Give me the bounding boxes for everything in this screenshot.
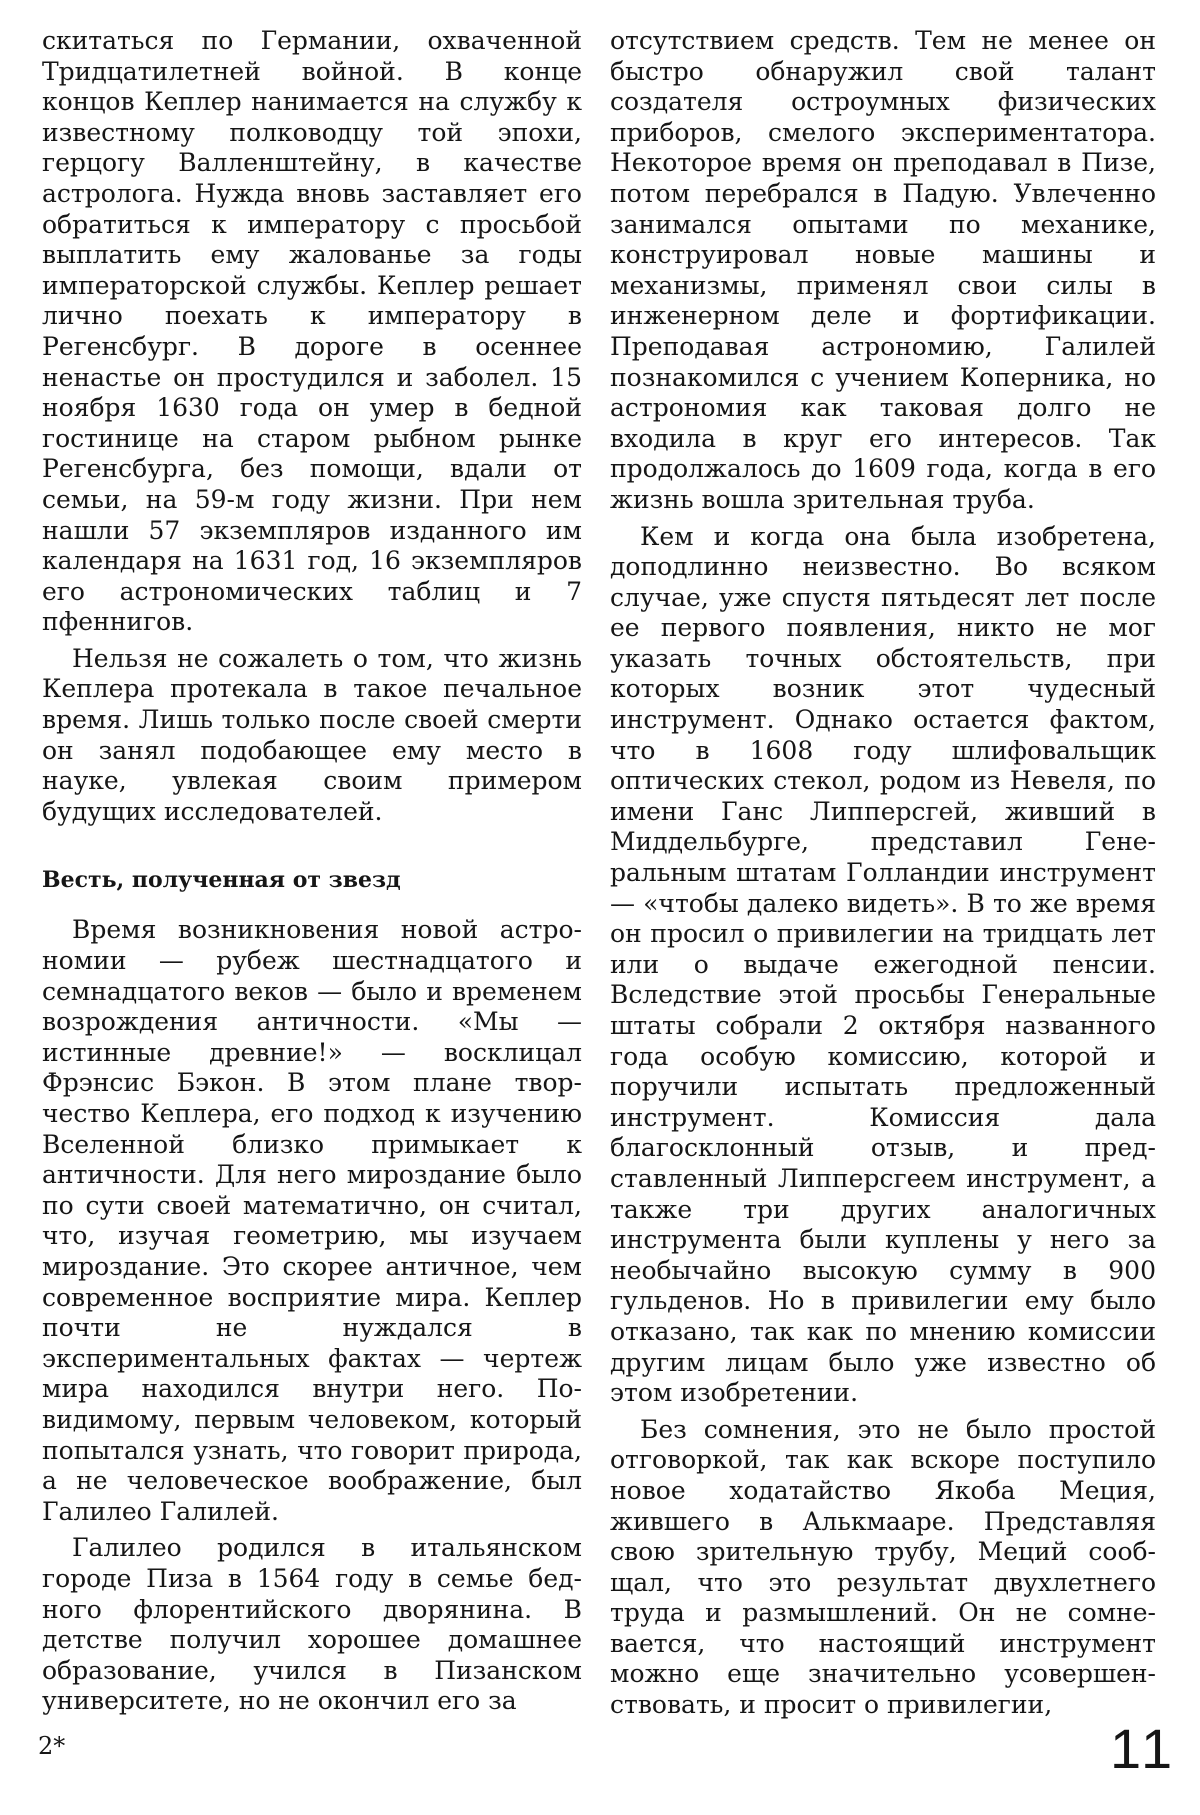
paragraph: Нельзя не сожалеть о том, что жизнь Кеплера протекала в такое печальное время. Лишь только после своей смерти он занял подобающее ему место в науке, увлекая своим примером будущих исследователей. (42, 643, 582, 826)
paragraph: скитаться по Германии, охваченной Тридцатилетней войной. В конце концов Кеплер нанимается на службу к известному полководцу той эпохи, герцогу Валленштейну, в качестве астролога. Нужда вновь заставляет его обратиться к императору с просьбой выплатить ему жалованье за годы императорской службы. Кеплер решает лично поехать к императору в Регенсбург. В дороге в осеннее ненастье он простудился и заболел. 15 ноября 1630 года он умер в бедной гостинице на старом рыбном рынке Регенсбурга, без помощи, вдали от семьи, на 59-м году жизни. При нем нашли 57 экземпляров изданного им календаря на 1631 год, 16 экземпляров его астрономических таблиц и 7 пфеннигов. (42, 26, 582, 637)
section-heading: Весть, полученная от звезд (42, 867, 401, 894)
page-number: 11 (1110, 1717, 1177, 1780)
printer-signature: 2* (38, 1732, 66, 1760)
paragraph: отсутствием средств. Тем не менее он быстро обнаружил свой талант создателя остроумных физических приборов, смелого экспериментатора. Некоторое время он преподавал в Пизе, потом перебрался в Падую. Увлеченно занимался опытами по механике, конструировал новые машины и механизмы, применял свои силы в инженерном деле и фортификации. Преподавая астрономию, Галилей познакомился с учением Коперника, но астрономия как таковая долго не входила в круг его интересов. Так продолжалось до 1609 года, когда в его жизнь вошла зрительная труба. (610, 26, 1156, 514)
right-column (610, 26, 1156, 1727)
paragraph: Без сомнения, это не было простой отговоркой, так как вскоре поступило новое ходатайство Якоба Меция, жившего в Алькмааре. Представляя свою зрительную трубу, Меций сообщал, что это результат двухлетнего труда и размышлений. Он не сомневается, что настоящий инструмент можно еще значительно усовершенствовать, и просит о привилегии, (610, 1414, 1156, 1720)
paragraph: Кем и когда она была изобретена, доподлинно неизвестно. Во всяком случае, уже спустя пятьдесят лет после ее первого появления, никто не мог указать точных обстоятельств, при которых возник этот чудесный инструмент. Однако остается фактом, что в 1608 году шлифовальщик оптических стекол, родом из Невеля, по имени Ганс Липперсгей, живший в Миддельбурге, представил Генеральным штатам Голландии инструмент — «чтобы далеко видеть». В то же время он просил о привилегии на тридцать лет или о выдаче ежегодной пенсии. Вследствие этой просьбы Генеральные штаты собрали 2 октября названного года особую комиссию, которой и поручили испытать предложенный инструмент. Комиссия дала благосклонный отзыв, и представленный Липперсгеем инструмент, а также три других аналогичных инструмента были куплены у него за необычайно высокую сумму в 900 гульденов. Но в привилегии ему было отказано, так как по мнению комиссии другим лицам было уже известно об этом изобретении. (610, 521, 1156, 1408)
left-column (42, 26, 582, 1723)
paragraph: Галилео родился в итальянском городе Пиза в 1564 году в семье бедного флорентийского дворянина. В детстве получил хорошее домашнее образование, учился в Пизанском университете, но не окончил его за (42, 1533, 582, 1716)
paragraph: Время возникновения новой астрономии — рубеж шестнадцатого и семнадцатого веков — было и временем возрождения античности. «Мы — истинные древние!» — восклицал Фрэнсис Бэкон. В этом плане творчество Кеплера, его подход к изучению Вселенной близко примыкает к античности. Для него мироздание было по сути своей математично, он считал, что, изучая геометрию, мы изучаем мироздание. Это скорее античное, чем современное восприятие мира. Кеплер почти не нуждался в экспериментальных фактах — чертеж мира находился внутри него. По-видимому, первым человеком, который попытался узнать, что говорит природа, а не человеческое воображение, был Галилео Галилей. (42, 915, 582, 1526)
